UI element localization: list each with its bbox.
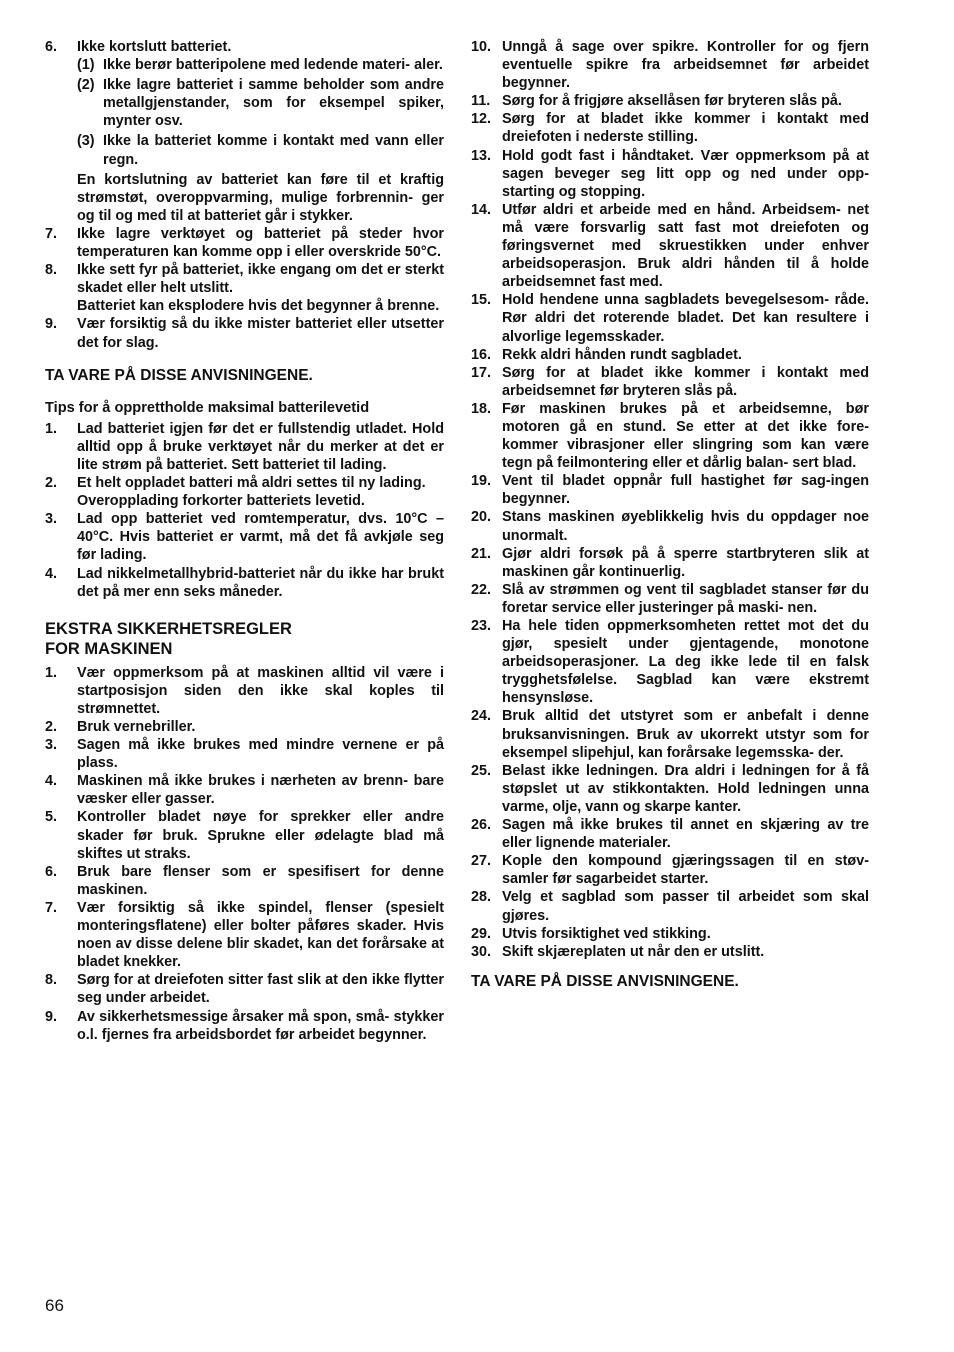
item-text: Utvis forsiktighet ved stikking. [502, 925, 711, 942]
item-text: Utfør aldri et arbeide med en hånd. Arbeidsem- net må være forsvarlig satt fast mot dreiefoten og føringsvernet med skruestikken under enhver arbeidsoperasjon. Bruk aldri hånden til å holde arbeidsemnet fast med. [502, 201, 869, 291]
item-note: Overopplading forkorter batteriets levetid. [77, 493, 365, 510]
section-heading: TA VARE PÅ DISSE ANVISNINGENE. [45, 366, 313, 384]
item-number: 10. [471, 39, 492, 55]
item-text: Ikke sett fyr på batteriet, ikke engang om det er sterkt skadet eller helt utslitt. [77, 262, 444, 297]
item-number: 22. [471, 581, 492, 598]
list-item [471, 943, 869, 961]
item-number: 17. [471, 364, 492, 381]
item-text: Ikke lagre verktøyet og batteriet på steder hvor temperaturen kan komme opp i eller overskride 50°C. [77, 225, 444, 261]
sub-item-text: Ikke la batteriet komme i kontakt med vann eller regn. [103, 133, 444, 168]
item-number: 12. [471, 111, 492, 128]
page-number: 66 [45, 1296, 64, 1315]
item-text: Hold godt fast i håndtaket. Vær oppmerksom på at sagen beveger seg litt opp og ned under opp- starting og stopping. [502, 147, 869, 200]
item-number: 6. [45, 863, 58, 880]
item-number: 7. [45, 225, 58, 242]
item-number: 2. [45, 475, 58, 492]
list-item [471, 147, 869, 201]
item-text: Sørg for at dreiefoten sitter fast slik at den ikke flytter seg under arbeidet. [77, 972, 444, 1007]
item-number: 16. [471, 346, 492, 363]
item-text: Kople den kompound gjæringssagen til en støv- samler før sagarbeidet starter. [502, 853, 869, 888]
list-item [45, 664, 444, 718]
section-heading: Tips for å opprettholde maksimal batterilevetid [45, 399, 370, 416]
item-text: Sagen må ikke brukes med mindre vernene er på plass. [77, 737, 444, 772]
list-item [45, 736, 444, 772]
item-number: 3. [45, 511, 58, 528]
item-text: Ikke kortslutt batteriet. [77, 39, 232, 55]
list-item [471, 545, 869, 581]
section-heading [45, 619, 444, 659]
item-text: Bruk bare flenser som er spesifisert for denne maskinen. [77, 863, 444, 898]
item-note: Batteriet kan eksplodere hvis det begynner å brenne. [77, 298, 440, 315]
item-text: Velg et sagblad som passer til arbeidet som skal gjøres. [502, 889, 869, 924]
list-item [45, 261, 444, 315]
list-item [45, 718, 444, 736]
list-item [471, 472, 869, 508]
item-text: Stans maskinen øyeblikkelig hvis du oppdager noe unormalt. [502, 509, 869, 544]
sub-item-text: Ikke berør batteripolene med ledende materi- aler. [103, 57, 443, 74]
sub-item [77, 76, 444, 130]
sub-item-number: (3) [77, 133, 95, 150]
item-number: 1. [45, 420, 58, 437]
item-number: 1. [45, 664, 58, 681]
list-item [45, 420, 444, 474]
list-item [471, 92, 869, 110]
item-text: Vær forsiktig så du ikke mister batteriet eller utsetter det for slag. [77, 316, 444, 351]
list-item [471, 400, 869, 472]
item-text: Gjør aldri forsøk på å sperre startbryteren slik at maskinen går kontinuerlig. [502, 545, 869, 580]
list-item [471, 852, 869, 888]
list-item [471, 816, 869, 852]
item-text: Lad opp batteriet ved romtemperatur, dvs. 10°C – 40°C. Hvis batteriet er varmt, må det få avkjøle seg før lading. [77, 511, 444, 564]
item-text: Maskinen må ikke brukes i nærheten av brenn- bare væsker eller gasser. [77, 773, 444, 808]
list-item [471, 38, 869, 92]
list-item [471, 925, 869, 943]
item-text: Sørg for å frigjøre aksellåsen før bryteren slås på. [502, 93, 842, 110]
item-text: Vær forsiktig så ikke spindel, flenser (spesielt monteringsflatene) eller bolter påføres skader. Hvis noen av disse delene blir skadet, kan det forårsake at bladet knekker. [77, 899, 444, 971]
item-number: 4. [45, 773, 58, 790]
item-number: 9. [45, 1008, 58, 1025]
sub-item-number: (2) [77, 77, 95, 94]
item-text: Bruk alltid det utstyret som er anbefalt i denne bruksanvisningen. Bruk av ukorrekt utstyr som for eksempel slipehjul, kan forårsake legemsska- der. [502, 708, 869, 761]
item-number: 15. [471, 292, 492, 309]
item-text: Lad nikkelmetallhybrid-batteriet når du ikke har brukt det på mer enn seks måneder. [77, 565, 444, 600]
heading-line: EKSTRA SIKKERHETSREGLER [45, 619, 292, 638]
list-item [45, 971, 444, 1007]
item-number: 8. [45, 262, 58, 279]
item-number: 19. [471, 473, 492, 490]
list-item [45, 225, 444, 261]
sub-item [77, 56, 444, 74]
list-item [471, 364, 869, 400]
list-item [45, 565, 444, 601]
item-text: Sørg for at bladet ikke kommer i kontakt med arbeidsemnet før bryteren slås på. [502, 364, 869, 399]
item-number: 25. [471, 762, 492, 779]
item-number: 3. [45, 737, 58, 754]
item-number: 4. [45, 565, 58, 582]
list-item [471, 581, 869, 617]
heading-line: FOR MASKINEN [45, 639, 173, 658]
item-number: 11. [471, 93, 491, 110]
item-number: 28. [471, 889, 492, 906]
section-heading: TA VARE PÅ DISSE ANVISNINGENE. [471, 972, 739, 990]
item-number: 6. [45, 39, 58, 55]
list-item [45, 808, 444, 862]
list-item [45, 315, 444, 351]
item-number: 5. [45, 809, 58, 826]
list-item [471, 346, 869, 364]
item-number: 7. [45, 899, 58, 916]
item-text: Rekk aldri hånden rundt sagbladet. [502, 346, 742, 363]
item-number: 27. [471, 853, 492, 870]
list-item [471, 617, 869, 707]
list-item [45, 510, 444, 564]
list-item [45, 474, 444, 510]
item-text: Ha hele tiden oppmerksomheten rettet mot det du gjør, spesielt under gjentagende, monotone arbeidsoperasjoner. La deg ikke lede til en falsk trygghetsfølelse. Sagblad kan være ekstremt hensynsløse. [502, 618, 869, 707]
list-item [45, 38, 444, 56]
sub-item [77, 132, 444, 168]
item-text: Før maskinen brukes på et arbeidsemne, bør motoren gå en stund. Se etter at det ikke fore- kommer vibrasjoner eller slingring som kan være tegn på feilmontering eller et dårlig balan- sert blad. [502, 400, 869, 472]
item-text: Vær oppmerksom på at maskinen alltid vil være i startposisjon siden den ikke skal koples til strømnettet. [77, 664, 444, 717]
left-column [45, 38, 444, 1044]
item-text: Av sikkerhetsmessige årsaker må spon, små- stykker o.l. fjernes fra arbeidsbordet før arbeidet begynner. [77, 1008, 444, 1043]
sub-item-text: Ikke lagre batteriet i samme beholder som andre metallgjenstander, som for eksempel spiker, mynter osv. [103, 77, 444, 130]
list-item [471, 291, 869, 345]
list-item [471, 707, 869, 761]
item-text: Lad batteriet igjen før det er fullstendig utladet. Hold alltid opp å bruke verktøyet når du merker at det er lite strøm på batteriet. Sett batteriet til lading. [77, 420, 444, 473]
list-item [45, 899, 444, 971]
list-item [471, 110, 869, 146]
list-item [45, 863, 444, 899]
item-text: Hold hendene unna sagbladets bevegelsesom- råde. Rør aldri det roterende bladet. Det kan resultere i alvorlige legemsskader. [502, 292, 869, 345]
item-text: Bruk vernebriller. [77, 719, 196, 735]
item-number: 23. [471, 618, 492, 634]
item-text: Slå av strømmen og vent til sagbladet stanser før du foretar service eller justeringer på maski- nen. [502, 581, 869, 616]
item-text: Sørg for at bladet ikke kommer i kontakt med dreiefoten i nederste stilling. [502, 111, 869, 146]
list-item [471, 762, 869, 816]
list-item [471, 508, 869, 544]
list-item [45, 772, 444, 808]
sub-item-number: (1) [77, 57, 95, 74]
item-text: Et helt oppladet batteri må aldri settes til ny lading. [77, 475, 426, 492]
sub-list [45, 56, 444, 225]
item-number: 20. [471, 509, 492, 526]
item-text: Unngå å sage over spikre. Kontroller for og fjern eventuelle spikre fra arbeidsemnet før arbeidet begynner. [502, 39, 869, 92]
item-text: Vent til bladet oppnår full hastighet før sag-ingen begynner. [502, 473, 869, 508]
list-item [471, 201, 869, 291]
item-number: 13. [471, 147, 492, 164]
item-text: Skift skjæreplaten ut når den er utslitt. [502, 943, 765, 960]
item-number: 30. [471, 943, 492, 960]
item-number: 29. [471, 925, 492, 942]
list-item [45, 1008, 444, 1044]
item-number: 2. [45, 719, 58, 735]
item-number: 21. [471, 545, 492, 562]
item-text: Belast ikke ledningen. Dra aldri i ledningen for å få støpslet ut av stikkontakten. Hold ledningen unna varme, olje, vann og skarpe kanter. [502, 762, 869, 815]
item-number: 24. [471, 708, 492, 725]
item-number: 26. [471, 817, 492, 834]
item-text: Sagen må ikke brukes til annet en skjæring av tre eller lignende materialer. [502, 817, 869, 852]
item-number: 14. [471, 201, 492, 218]
item-number: 18. [471, 400, 492, 417]
item-note: En kortslutning av batteriet kan føre til et kraftig strømstøt, overoppvarming, mulige forbrennin- ger og til og med til at batteriet går i stykker. [77, 171, 444, 224]
list-item [471, 888, 869, 924]
item-number: 9. [45, 316, 58, 333]
item-text: Kontroller bladet nøye for sprekker eller andre skader før bruk. Sprukne eller ødelagte blad må skiftes ut straks. [77, 809, 444, 862]
item-number: 8. [45, 972, 58, 989]
right-column [471, 38, 869, 1005]
